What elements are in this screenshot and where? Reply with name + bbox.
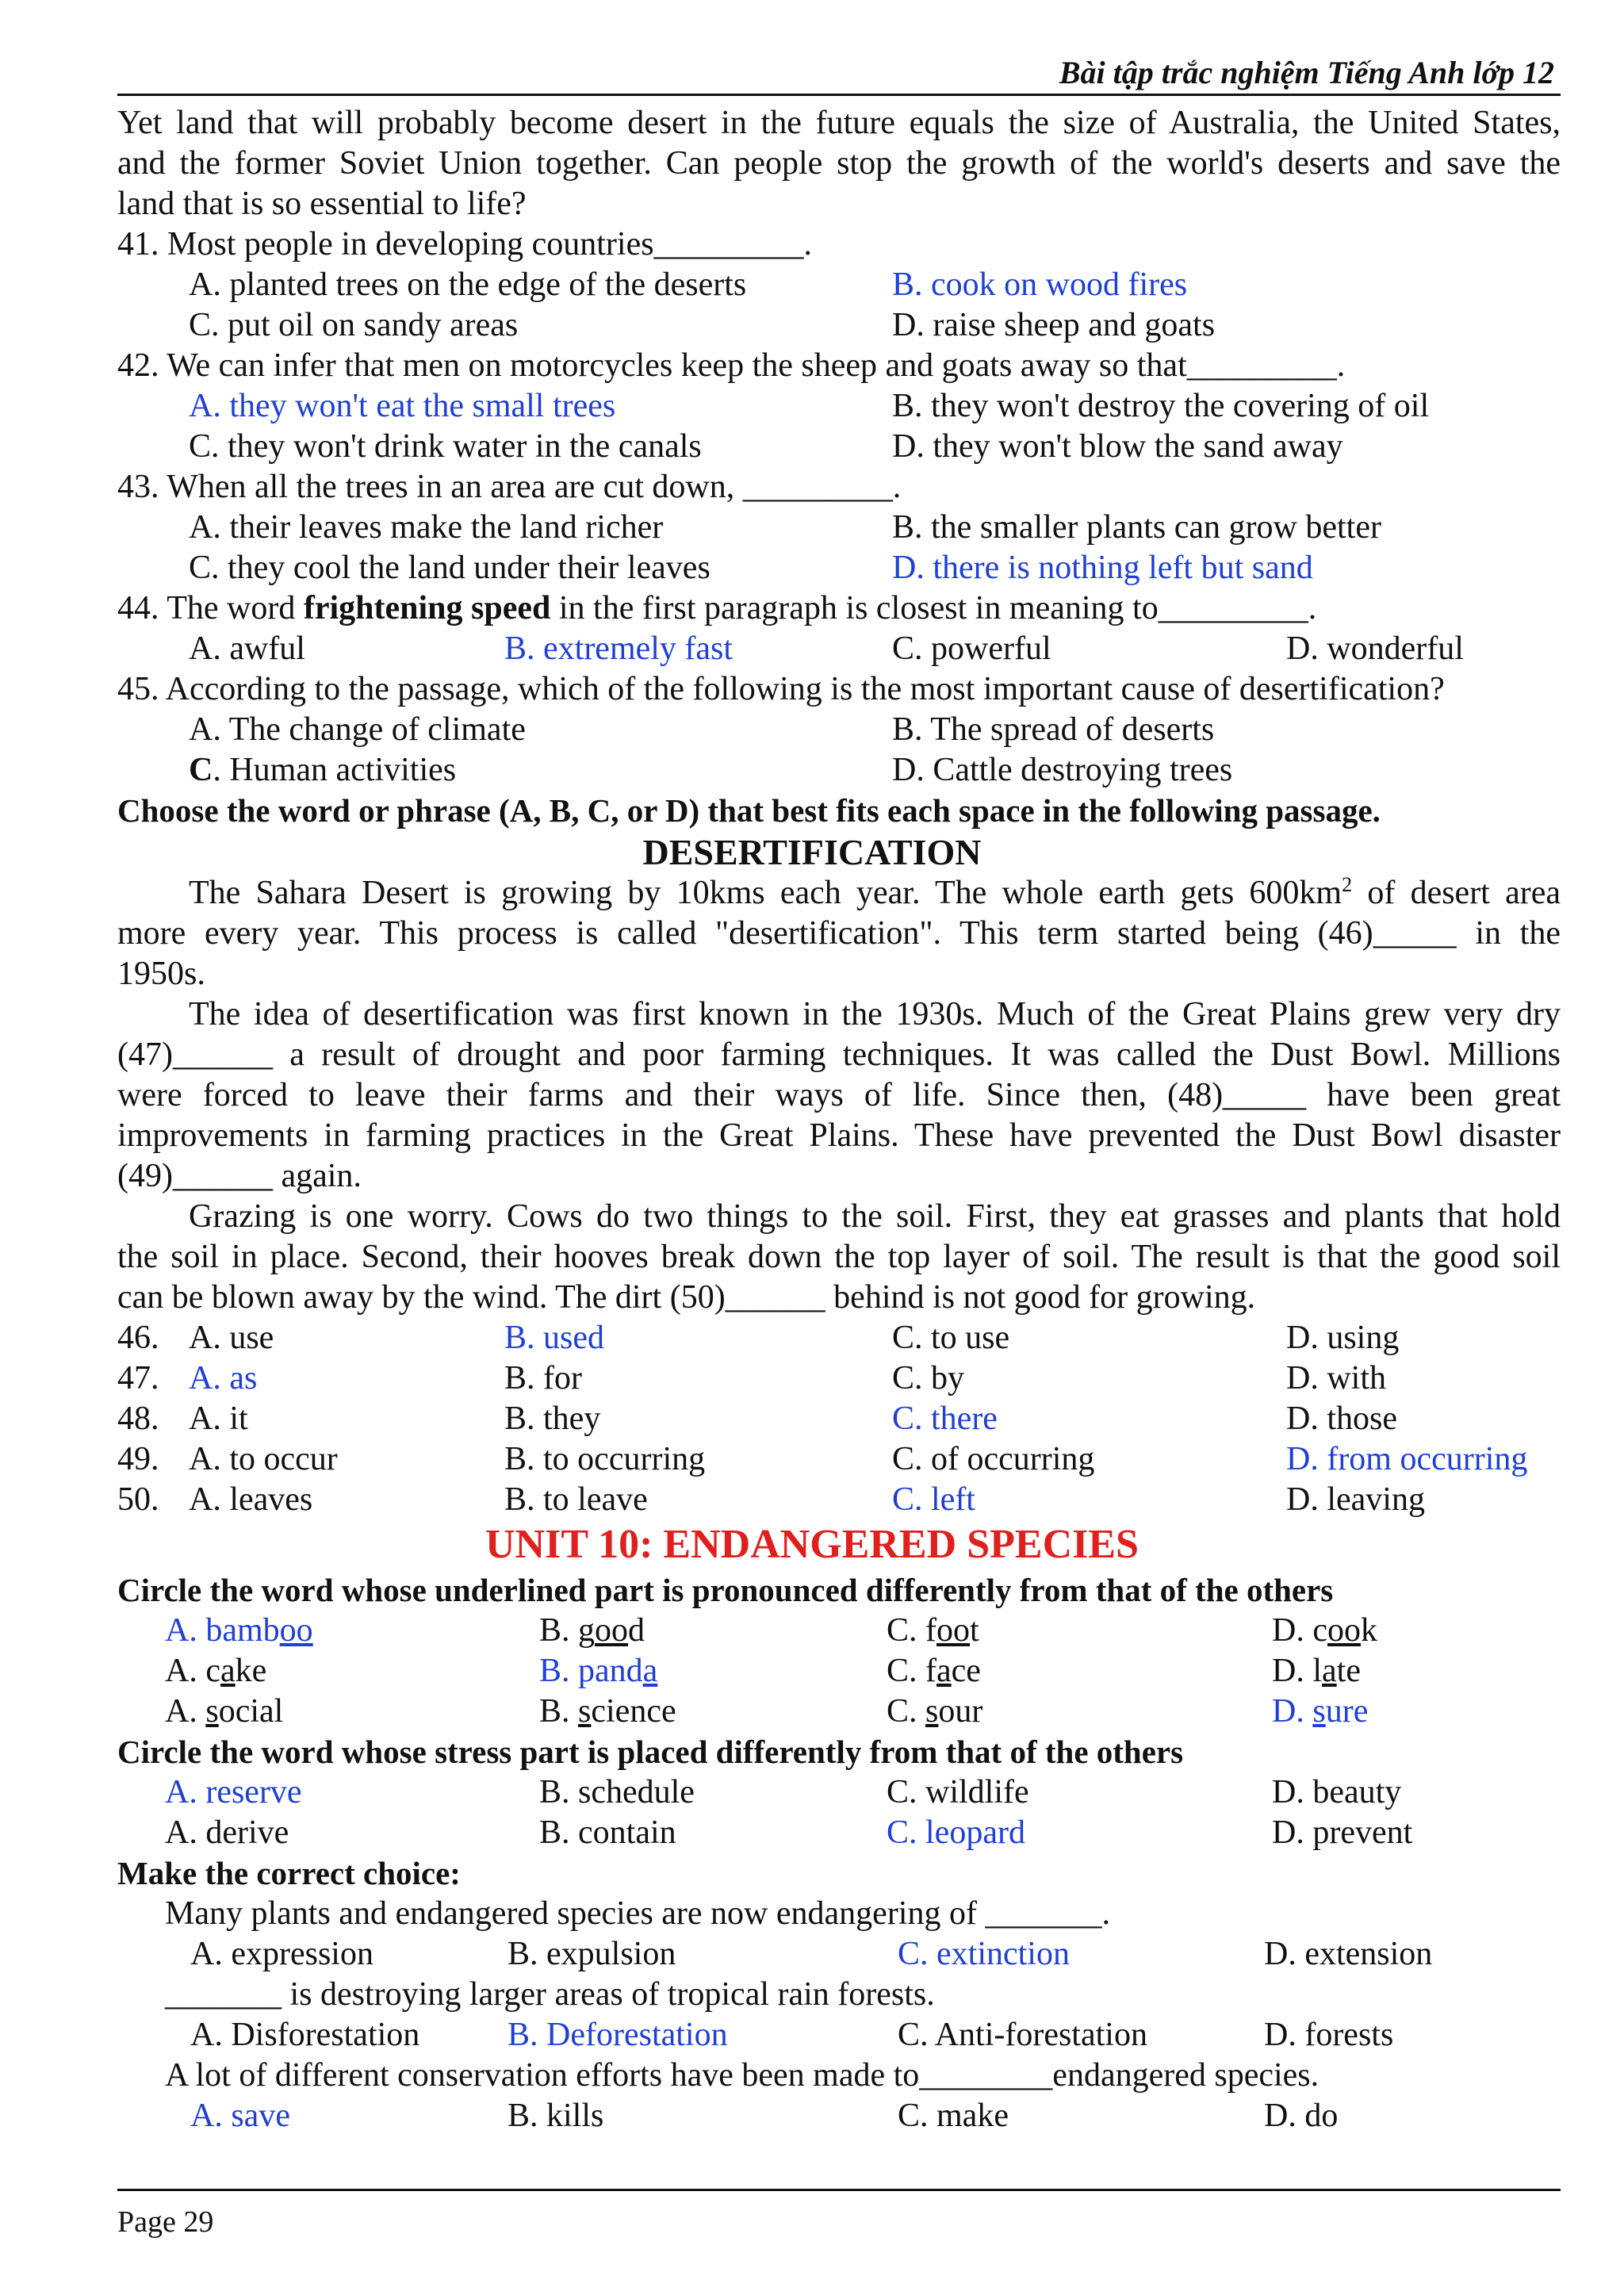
q41-option-d[interactable]: D. raise sheep and goats (892, 307, 1216, 343)
pron-text: t (970, 1612, 979, 1649)
pron-text: B. (539, 1693, 579, 1730)
mc-2-b[interactable]: B. Deforestation (508, 2017, 728, 2053)
q44-stem-post: in the first paragraph is closest in meaning to_________. (550, 590, 1317, 626)
passage-p1-line-3: 1950s. (117, 956, 205, 992)
question-44 (117, 588, 1316, 629)
pron-text: A. bamb (165, 1612, 280, 1649)
underlined-part: s (1312, 1693, 1326, 1730)
cloze-49-b[interactable]: B. to occurring (504, 1441, 706, 1477)
pron-2-a[interactable] (165, 1651, 266, 1692)
pron-text: C. f (887, 1653, 936, 1689)
pron-text: A. c (165, 1653, 220, 1689)
q44-option-b[interactable]: B. extremely fast (504, 630, 733, 667)
q42-option-b[interactable]: B. they won't destroy the covering of oil (892, 388, 1430, 424)
cloze-48-c[interactable]: C. there (892, 1400, 998, 1437)
q43-option-c[interactable]: C. they cool the land under their leaves (189, 550, 710, 586)
cloze-46-b[interactable]: B. used (504, 1320, 604, 1356)
passage-title: DESERTIFICATION (642, 832, 982, 872)
mc-2-a[interactable]: A. Disforestation (190, 2017, 420, 2053)
underlined-part: oo (936, 1612, 970, 1649)
pronunciation-instruction: Circle the word whose underlined part is pronounced differently from that of the others (117, 1572, 1334, 1608)
header-title: Bài tập trắc nghiệm Tiếng Anh lớp 12 (1059, 55, 1554, 90)
stress-1-b[interactable]: B. schedule (539, 1774, 695, 1810)
question-41: 41. Most people in developing countries_________. (117, 226, 813, 262)
cloze-49-c[interactable]: C. of occurring (892, 1441, 1095, 1477)
underlined-part: s (925, 1693, 939, 1730)
underlined-part: oo (279, 1612, 313, 1649)
cloze-46-a[interactable]: A. use (189, 1320, 274, 1356)
pron-2-c[interactable] (887, 1651, 981, 1692)
mc-3-a[interactable]: A. save (190, 2098, 290, 2134)
q42-option-a[interactable]: A. they won't eat the small trees (189, 388, 616, 424)
pron-1-c[interactable] (887, 1611, 979, 1651)
q41-option-c[interactable]: C. put oil on sandy areas (189, 307, 519, 343)
cloze-instruction: Choose the word or phrase (A, B, C, or D) that best fits each space in the following passage. (117, 792, 1381, 829)
cloze-num: 47. (117, 1360, 159, 1397)
pron-3-a[interactable] (165, 1692, 283, 1732)
passage-p2-line-1: The idea of desertification was first known in the 1930s. Much of the Great Plains grew very dry (189, 996, 1561, 1033)
mc-1-b[interactable]: B. expulsion (508, 1936, 676, 1972)
cloze-47-b[interactable]: B. for (504, 1360, 582, 1397)
footer-divider (117, 2189, 1561, 2191)
cloze-46-d[interactable]: D. using (1286, 1320, 1400, 1356)
stress-2-a[interactable]: A. derive (165, 1814, 289, 1851)
cloze-47-d[interactable]: D. with (1286, 1360, 1386, 1397)
q45-option-c-letter: C (189, 752, 213, 788)
stress-2-d[interactable]: D. prevent (1272, 1814, 1413, 1851)
stress-instruction: Circle the word whose stress part is placed differently from that of the others (117, 1734, 1184, 1770)
cloze-50-a[interactable]: A. leaves (189, 1481, 313, 1518)
pron-text: B. pand (539, 1653, 643, 1689)
q45-option-c[interactable] (189, 750, 456, 791)
passage-p3-line-3: can be blown away by the wind. The dirt (50)______ behind is not good for growing. (117, 1279, 1256, 1316)
passage-p1-line-2: more every year. This process is called "desertification". This term started being (46)_____ in the (117, 915, 1561, 952)
stress-2-b[interactable]: B. contain (539, 1814, 676, 1851)
underlined-part: oo (1327, 1612, 1361, 1649)
q45-option-b[interactable]: B. The spread of deserts (892, 711, 1215, 748)
stress-1-d[interactable]: D. beauty (1272, 1774, 1402, 1810)
mc-3-c[interactable]: C. make (898, 2098, 1009, 2134)
cloze-50-d[interactable]: D. leaving (1286, 1481, 1425, 1518)
pron-text: ke (235, 1653, 267, 1689)
underlined-part: oo (595, 1612, 629, 1649)
pron-text: ocial (218, 1693, 284, 1730)
mc-2-c[interactable]: C. Anti-forestation (898, 2017, 1147, 2053)
mc-1-a[interactable]: A. expression (190, 1936, 373, 1972)
pron-text: D. c (1272, 1612, 1327, 1649)
cloze-48-a[interactable]: A. it (189, 1400, 248, 1437)
cloze-49-a[interactable]: A. to occur (189, 1441, 338, 1477)
cloze-49-d[interactable]: D. from occurring (1286, 1441, 1528, 1477)
mc-3-stem: A lot of different conservation efforts have been made to________endangered species. (165, 2057, 1320, 2094)
underlined-part: s (578, 1693, 592, 1730)
q44-option-a[interactable]: A. awful (189, 630, 305, 667)
cloze-47-a[interactable]: A. as (189, 1360, 258, 1397)
underlined-part: a (936, 1653, 952, 1689)
passage-p1-line-1 (189, 873, 1561, 914)
q44-option-d[interactable]: D. wonderful (1286, 630, 1464, 667)
choice-instruction: Make the correct choice: (117, 1855, 461, 1891)
q45-option-a[interactable]: A. The change of climate (189, 711, 526, 748)
mc-2-stem: _______ is destroying larger areas of tropical rain forests. (165, 1976, 935, 2013)
pron-2-d[interactable] (1272, 1651, 1361, 1692)
pron-3-d[interactable] (1272, 1692, 1368, 1732)
q45-option-d[interactable]: D. Cattle destroying trees (892, 752, 1233, 788)
pron-3-c[interactable] (887, 1692, 982, 1732)
question-42: 42. We can infer that men on motorcycles keep the sheep and goats away so that_________. (117, 347, 1346, 384)
pron-text: C. (887, 1693, 926, 1730)
cloze-num: 49. (117, 1441, 159, 1477)
cloze-48-d[interactable]: D. those (1286, 1400, 1397, 1437)
q43-option-a[interactable]: A. their leaves make the land richer (189, 509, 664, 546)
intro-line-2: and the former Soviet Union together. Can people stop the growth of the world's deserts and save the (117, 145, 1561, 182)
passage-p2-line-4: improvements in farming practices in the Great Plains. These have prevented the Dust Bowl disaster (117, 1117, 1561, 1154)
q44-stem-bold: frightening speed (303, 590, 551, 626)
q43-option-b[interactable]: B. the smaller plants can grow better (892, 509, 1381, 546)
cloze-46-c[interactable]: C. to use (892, 1320, 1010, 1356)
pron-3-b[interactable] (539, 1692, 676, 1732)
mc-1-d[interactable]: D. extension (1264, 1936, 1433, 1972)
passage-p2-line-2: (47)______ a result of drought and poor farming techniques. It was called the Dust Bowl. Millions (117, 1036, 1561, 1073)
pron-text: cience (591, 1693, 676, 1730)
underlined-part: a (1322, 1653, 1337, 1689)
passage-p2-line-5: (49)______ again. (117, 1158, 362, 1194)
page-number: Page 29 (117, 2205, 214, 2239)
q45-option-c-text: . Human activities (213, 752, 457, 788)
cloze-num: 48. (117, 1400, 159, 1437)
underlined-part: s (205, 1693, 219, 1730)
page-header (117, 46, 1561, 96)
underlined-part: a (642, 1653, 658, 1689)
cloze-47-c[interactable]: C. by (892, 1360, 965, 1397)
pron-text: d (628, 1612, 645, 1649)
pron-1-d[interactable] (1272, 1611, 1377, 1651)
stress-1-a[interactable]: A. reserve (165, 1774, 302, 1810)
q42-option-c[interactable]: C. they won't drink water in the canals (189, 428, 702, 465)
pron-text: k (1360, 1612, 1377, 1649)
question-45: 45. According to the passage, which of the following is the most important cause of desertification? (117, 671, 1445, 707)
cloze-50-b[interactable]: B. to leave (504, 1481, 648, 1518)
q42-option-d[interactable]: D. they won't blow the sand away (892, 428, 1343, 465)
mc-3-d[interactable]: D. do (1264, 2098, 1339, 2134)
q43-option-d[interactable]: D. there is nothing left but sand (892, 550, 1313, 586)
mc-2-d[interactable]: D. forests (1264, 2017, 1394, 2053)
cloze-num: 46. (117, 1320, 159, 1356)
passage-p1-text: The Sahara Desert is growing by 10kms each year. The whole earth gets 600km (189, 875, 1342, 911)
question-43: 43. When all the trees in an area are cut down, _________. (117, 469, 902, 505)
pron-text: te (1336, 1653, 1361, 1689)
cloze-48-b[interactable]: B. they (504, 1400, 601, 1437)
stress-2-c[interactable]: C. leopard (887, 1814, 1025, 1851)
passage-p3-line-2: the soil in place. Second, their hooves break down the top layer of soil. The result is that the good soil (117, 1239, 1561, 1275)
pron-2-b[interactable] (539, 1651, 657, 1692)
pron-text: D. (1272, 1693, 1313, 1730)
passage-p1-text-end: of desert area (1352, 875, 1561, 911)
intro-line-3: land that is so essential to life? (117, 186, 527, 222)
q44-stem-pre: 44. The word (117, 590, 304, 626)
q41-option-b[interactable]: B. cook on wood fires (892, 266, 1188, 303)
intro-line-1: Yet land that will probably become desert in the future equals the size of Australia, the United States, (117, 105, 1561, 141)
pron-1-a[interactable] (165, 1611, 313, 1651)
mc-3-b[interactable]: B. kills (508, 2098, 604, 2134)
passage-p3-line-1: Grazing is one worry. Cows do two things to the soil. First, they eat grasses and plants that hold (189, 1198, 1561, 1235)
pron-text: C. f (887, 1612, 936, 1649)
pron-text: A. (165, 1693, 206, 1730)
pron-text: ce (951, 1653, 981, 1689)
cloze-num: 50. (117, 1481, 159, 1518)
pron-text: D. l (1272, 1653, 1322, 1689)
q44-option-c[interactable]: C. powerful (892, 630, 1051, 667)
pron-text: our (938, 1693, 983, 1730)
q41-option-a[interactable]: A. planted trees on the edge of the deserts (189, 266, 747, 303)
underlined-part: a (220, 1653, 236, 1689)
pron-text: ure (1325, 1693, 1369, 1730)
passage-p2-line-3: were forced to leave their farms and their ways of life. Since then, (48)_____ have been great (117, 1077, 1561, 1113)
stress-1-c[interactable]: C. wildlife (887, 1774, 1029, 1810)
cloze-50-c[interactable]: C. left (892, 1481, 975, 1518)
unit-title: UNIT 10: ENDANGERED SPECIES (485, 1522, 1139, 1567)
pron-text: B. g (539, 1612, 596, 1649)
pron-1-b[interactable] (539, 1611, 645, 1651)
mc-1-c[interactable]: C. extinction (898, 1936, 1070, 1972)
mc-1-stem: Many plants and endangered species are now endangering of _______. (165, 1895, 1110, 1932)
superscript-2: 2 (1342, 873, 1353, 896)
